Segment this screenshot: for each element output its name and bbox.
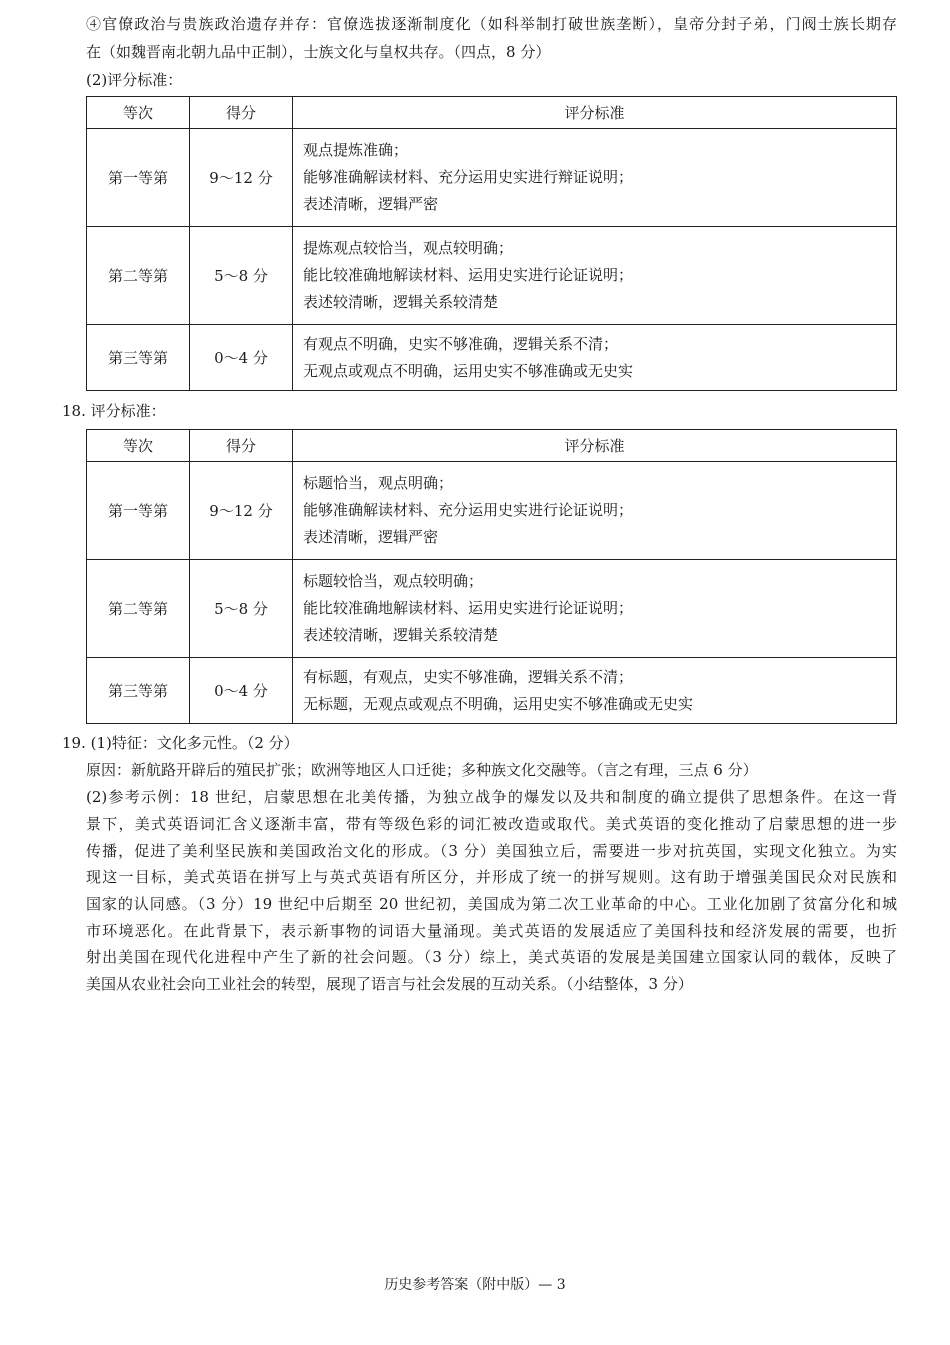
- grading-table-q18: [86, 429, 897, 724]
- q19-part2-line: 美国从农业社会向工业社会的转型，展现了语言与社会发展的互动关系。（小结整体，3 分）: [86, 975, 693, 993]
- criteria-line: 能比较准确地解读材料、运用史实进行论证说明；: [303, 266, 634, 284]
- criteria-line: 无标题，无观点或观点不明确，运用史实不够准确或无史实: [303, 694, 694, 713]
- level-cell: 第一等第: [87, 129, 190, 227]
- table-header-row: [87, 430, 897, 462]
- q17-part2-label: (2)评分标准：: [86, 71, 183, 89]
- criteria-line: 表述清晰，逻辑严密: [303, 528, 439, 546]
- score-cell: 0～4 分: [190, 658, 293, 724]
- grading-table-q17: [86, 96, 897, 391]
- score-cell: 0～4 分: [190, 325, 293, 391]
- criteria-line: 有观点不明确，史实不够准确，逻辑关系不清；: [303, 334, 619, 353]
- q19-part1: 19. (1)特征：文化多元性。（2 分）: [62, 734, 299, 752]
- criteria-line: 观点提炼准确；: [303, 141, 409, 159]
- level-cell: 第三等第: [87, 325, 190, 391]
- q19-part2-line: 射出美国在现代化进程中产生了新的社会问题。（3 分）综上，美式英语的发展是美国建立国家认同的载体，反映了: [86, 948, 897, 966]
- header-criteria: 评分标准: [293, 97, 897, 129]
- criteria-cell: [293, 129, 897, 227]
- table-row: [87, 227, 897, 325]
- criteria-line: 能够准确解读材料、充分运用史实进行论证说明；: [303, 501, 634, 519]
- criteria-cell: [293, 658, 897, 724]
- header-level: 等次: [87, 430, 190, 462]
- header-score: 得分: [190, 97, 293, 129]
- q19-part2-line: (2)参考示例：18 世纪，启蒙思想在北美传播，为独立战争的爆发以及共和制度的确立提供了思想条件。在这一背: [86, 788, 897, 806]
- criteria-line: 标题恰当，观点明确；: [303, 474, 454, 492]
- criteria-cell: [293, 462, 897, 560]
- criteria-cell: [293, 560, 897, 658]
- table-row: [87, 325, 897, 391]
- q17-point4-line2: 在（如魏晋南北朝九品中正制），士族文化与皇权共存。（四点，8 分）: [86, 43, 551, 61]
- table-header-row: [87, 97, 897, 129]
- criteria-line: 标题较恰当，观点较明确；: [303, 572, 484, 590]
- q19-part2-line: 景下，美式英语词汇含义逐渐丰富，带有等级色彩的词汇被改造或取代。美式英语的变化推动了启蒙思想的进一步: [86, 815, 897, 833]
- criteria-line: 无观点或观点不明确，运用史实不够准确或无史实: [303, 361, 634, 380]
- criteria-cell: [293, 227, 897, 325]
- criteria-line: 表述较清晰，逻辑关系较清楚: [303, 626, 499, 644]
- criteria-line: 能比较准确地解读材料、运用史实进行论证说明；: [303, 599, 634, 617]
- score-cell: 5～8 分: [190, 560, 293, 658]
- header-score: 得分: [190, 430, 293, 462]
- criteria-cell: [293, 325, 897, 391]
- score-cell: 5～8 分: [190, 227, 293, 325]
- score-cell: 9～12 分: [190, 462, 293, 560]
- criteria-line: 有标题，有观点，史实不够准确，逻辑关系不清；: [303, 667, 634, 686]
- table-row: [87, 658, 897, 724]
- q18-label: 18. 评分标准：: [62, 402, 166, 420]
- criteria-line: 表述较清晰，逻辑关系较清楚: [303, 293, 499, 311]
- table-row: [87, 560, 897, 658]
- page-footer: 历史参考答案（附中版）— 3: [384, 1277, 566, 1293]
- q19-part2-line: 传播，促进了美利坚民族和美国政治文化的形成。（3 分）美国独立后，需要进一步对抗英国，实现文化独立。为实: [86, 842, 897, 860]
- q17-point4-line1: ④官僚政治与贵族政治遗存并存：官僚选拔逐渐制度化（如科举制打破世族垄断），皇帝分封子弟，门阀士族长期存: [86, 15, 897, 33]
- q19-part2-line: 市环境恶化。在此背景下，表示新事物的词语大量涌现。美式英语的发展适应了美国科技和经济发展的需要，也折: [86, 922, 897, 940]
- q19-part2-line: 现这一目标，美式英语在拼写上与英式英语有所区分，并形成了统一的拼写规则。这有助于增强美国民众对民族和: [86, 868, 897, 886]
- level-cell: 第三等第: [87, 658, 190, 724]
- level-cell: 第一等第: [87, 462, 190, 560]
- q19-reason: 原因：新航路开辟后的殖民扩张；欧洲等地区人口迁徙；多种族文化交融等。（言之有理，三点 6 分）: [86, 761, 758, 779]
- criteria-line: 提炼观点较恰当，观点较明确；: [303, 239, 514, 257]
- level-cell: 第二等第: [87, 227, 190, 325]
- level-cell: 第二等第: [87, 560, 190, 658]
- q19-part2-line: 国家的认同感。（3 分）19 世纪中后期至 20 世纪初，美国成为第二次工业革命的中心。工业化加剧了贫富分化和城: [86, 895, 897, 913]
- header-level: 等次: [87, 97, 190, 129]
- table-row: [87, 129, 897, 227]
- criteria-line: 能够准确解读材料、充分运用史实进行辩证说明；: [303, 168, 634, 186]
- table-row: [87, 462, 897, 560]
- score-cell: 9～12 分: [190, 129, 293, 227]
- criteria-line: 表述清晰，逻辑严密: [303, 195, 439, 213]
- header-criteria: 评分标准: [293, 430, 897, 462]
